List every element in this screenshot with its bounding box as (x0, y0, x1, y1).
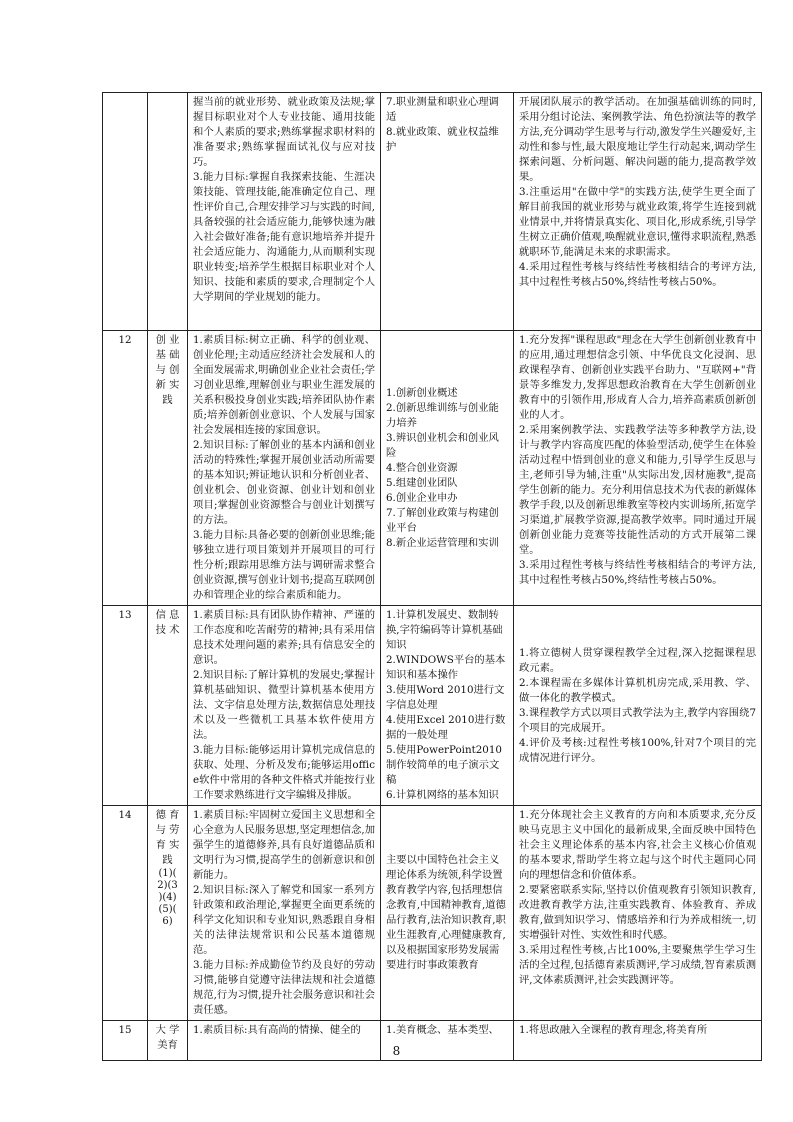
teaching-method (514, 93, 762, 331)
goal-item: 1.素质目标:具有高尚的情操、健全的 (193, 1024, 361, 1036)
method-item: 2.本课程需在多媒体计算机机房完成,采用教、学、做一体化的教学模式。 (519, 676, 756, 704)
method-item: 4.评价及考核:过程性考核100%,针对7个项目的完成情况进行评分。 (519, 736, 756, 764)
method-item: 3.采用过程性考核,占比100%,主要聚焦学生学习生活的全过程,包括德育素质测评,学习成绩,智育素质测评,文体素质测评,社会实践测评等。 (519, 944, 756, 986)
course-name-char: 创 (169, 364, 180, 376)
method-item: 1.充分体现社会主义教育的方向和本质要求,充分反映马克思主义中国化的最新成果,全面反映中国特色社会主义理论体系的基本内容,社会主义核心价值观的基本要求,帮助学生将立起与这个时代主题同心同向的理想信念和价值体系。 (519, 809, 756, 881)
method-item: 1.将立德树人贯穿课程教学全过程,深入挖掘课程思政元素。 (519, 646, 756, 674)
course-name-char: 信 (155, 609, 166, 621)
row-number (103, 93, 148, 331)
method-item: 3.课程教学方式以项目式教学法为主,教学内容围绕7个项目的完成展开。 (519, 706, 756, 734)
goal-item: 2.知识目标:了解创业的基本内涵和创业活动的特殊性;掌握开展创业活动所需要的基本知识;辨证地认识和分析创业者、创业机会、创业资源、创业计划和创业项目;掌握创业资源整合与创业计划撰写的方法。 (193, 439, 375, 526)
course-name-char: 大 (155, 1024, 166, 1036)
table-row (103, 331, 762, 606)
course-name-char: 新 (155, 379, 166, 391)
course-name-note: 6) (162, 916, 173, 927)
content-item: 3.使用Word 2010进行文字信息处理 (386, 684, 505, 711)
goal-item: 握当前的就业形势、就业政策及法规;掌握目标职业对个人专业技能、通用技能和个人素质的要求;熟练掌握求职材料的准备要求;熟练掌握面试礼仪与应对技巧。 (193, 96, 375, 168)
content-item: 7.了解创业政策与构建创业平台 (386, 506, 499, 534)
course-name-note: (1)( (158, 868, 177, 879)
goal-item: 2.知识目标:深入了解党和国家一系列方针政策和政治理论,掌握更全面更系统的科学文化知识和专业知识,熟悉跟自身相关的法律法规常识和公民基本道德规范。 (193, 884, 375, 956)
content-item: 8.新企业运营管理和实训 (386, 536, 499, 549)
course-name-char: 践 (162, 394, 173, 406)
course-name (148, 93, 188, 331)
course-content (381, 331, 514, 606)
course-name-char: 术 (169, 624, 180, 636)
course-name-char: 德 (155, 809, 166, 821)
course-name-char: 践 (162, 854, 173, 866)
row-number: 15 (103, 1021, 148, 1061)
course-name (148, 806, 188, 1021)
content-item: 4.整合创业资源 (386, 461, 458, 474)
content-item: 7.职业测量和职业心理调适 (386, 96, 499, 123)
course-name-char: 与 (155, 364, 166, 376)
method-item: 2.采用案例教学法、实践教学法等多种教学方法,设计与教学内容高度匹配的体验型活动,使学生在体验活动过程中悟到创业的意义和能力,引导学生反思与主,老师引导为辅,注重"从实际出发,因材施教",提高学生创新的能力。充分利用信息技术为代表的新媒体教学手段,以及创新思维教室等校内实训场所,拓宽学习渠道,扩展教学资源,提高教学效率。同时通过开展创新创业能力竞赛等技能性活动的方式开展第二课堂。 (519, 424, 756, 556)
course-name (148, 606, 188, 806)
goal-item: 2.知识目标:了解计算机的发展史;掌握计算机基础知识、微型计算机基本使用方法、文字信息处理方法,数据信息处理技术以及一些微机工具基本软件使用方法。 (193, 669, 375, 741)
course-name-char: 美 (157, 1039, 168, 1051)
goal-item: 3.能力目标:掌握自我探索技能、生涯决策技能、管理技能,能准确定位自己、理性评价自己,合理安排学习与实践的时间,具备较强的社会适应能力,能够快速为融入社会做好准备;能有意识地培养并提升社会适应能力、沟通能力,从而顺利实现职业转变;培养学生根据目标职业对个人知识、技能和素质的要求,合理制定个人大学期间的学业规划的能力。 (193, 171, 375, 303)
row-number: 13 (103, 606, 148, 806)
table-row (103, 806, 762, 1021)
method-item: 2.要紧密联系实际,坚持以价值观教育引领知识教育,改进教育教学方法,注重实践教育、体验教育、养成教育,做到知识学习、情感培养和行为养成相统一,切实增强针对性、实效性和时代感。 (519, 884, 756, 941)
course-name-char: 育 (169, 809, 180, 821)
content-item: 1.创新创业概述 (386, 386, 458, 399)
course-goals (188, 606, 381, 806)
course-name-char: 基 (155, 349, 166, 361)
course-goals (188, 806, 381, 1021)
course-content (381, 93, 514, 331)
goal-item: 3.能力目标:养成勤俭节约及良好的劳动习惯,能够自觉遵守法律法规和社会道德规范,行为习惯,提升社会服务意识和社会责任感。 (193, 959, 375, 1016)
course-name (148, 331, 188, 606)
course-content (381, 606, 514, 806)
goal-item: 1.素质目标:牢固树立爱国主义思想和全心全意为人民服务思想,坚定理想信念,加强学生的道德修养,具有良好道德品质和文明行为习惯,提高学生的创新意识和创新能力。 (193, 809, 375, 881)
method-item: 3.注重运用"在做中学"的实践方法,使学生更全面了解目前我国的就业形势与就业政策,将学生连接到就业情景中,并将情景真实化、项目化,形成系统,引导学生树立正确价值观,唤醒就业意识,懂得求职流程,熟悉就职环节,能满足未来的求职需求。 (519, 186, 756, 258)
course-name-char: 育 (155, 839, 166, 851)
method-item: 1.将思政融入全课程的教育理念,将美育所 (519, 1024, 708, 1036)
course-name-char: 技 (155, 624, 166, 636)
method-item: 4.采用过程性考核与终结性考核相结合的考评方法,其中过程性考核占50%,终结性考核占50%。 (519, 261, 756, 288)
course-name-char: 础 (169, 349, 180, 361)
method-item: 开展团队展示的教学活动。在加强基础训练的同时,采用分组讨论法、案例教学法、角色扮演法等的教学方法,充分调动学生思考与行动,激发学生兴趣爱好,主动性和参与性,最大限度地让学生行动起来,调动学生探索问题、分析问题、解决问题的能力,提高教学效果。 (519, 96, 756, 183)
content-item: 3.辨识创业机会和创业风险 (386, 431, 499, 459)
method-item: 3.采用过程性考核与终结性考核相结合的考评方法,其中过程性考核占50%,终结性考核占50%。 (519, 559, 756, 586)
course-name-note: 2)(3 (157, 880, 178, 891)
course-goals (188, 93, 381, 331)
course-name-char: 实 (169, 839, 180, 851)
course-name-char: 息 (169, 609, 180, 621)
course-content (381, 806, 514, 1021)
course-name-char: 学 (169, 1024, 180, 1036)
row-number: 12 (103, 331, 148, 606)
content-item: 5.使用PowerPoint2010制作较简单的电子演示文稿 (386, 744, 502, 786)
course-name-char: 实 (169, 379, 180, 391)
content-item: 1.美育概念、基本类型、 (386, 1024, 499, 1036)
course-name-char: 与 (155, 824, 166, 836)
content-item: 8.就业政策、就业权益维护 (386, 126, 499, 153)
content-item: 主要以中国特色社会主义理论体系为统领,科学设置教育教学内容,包括理想信念教育,中国精神教育,道德品行教育,法治知识教育,职业生涯教育,心理健康教育,以及根据国家形势发展需要进行时事政策教育 (386, 854, 506, 971)
teaching-method (514, 331, 762, 606)
course-name-note: (5)( (158, 904, 177, 915)
goal-item: 3.能力目标:能够运用计算机完成信息的获取、处理、分析及发布;能够运用office软件中常用的各种文件格式并能按行业工作要求熟练进行文字编辑及排版。 (193, 744, 375, 801)
goal-item: 1.素质目标:具有团队协作精神、严谨的工作态度和吃苦耐劳的精神;具有采用信息技术处理问题的素养;具有信息安全的意识。 (193, 609, 375, 666)
table-row (103, 93, 762, 331)
course-name-char: 创 (155, 334, 166, 346)
content-item: 6.创业企业申办 (386, 491, 458, 504)
method-item: 1.充分发挥"课程思政"理念在大学生创新创业教育中的应用,通过理想信念引领、中华优良文化浸润、思政课程孕育、创新创业实践平台助力、"互联网+"背景等多维发力,发挥思想政治教育在大学生创新创业教育中的引领作用,形成育人合力,培养高素质创新创业的人才。 (519, 334, 756, 421)
course-name-char: 育 (167, 1039, 178, 1051)
goal-item: 1.素质目标:树立正确、科学的创业观、创业伦理;主动适应经济社会发展和人的全面发展需求,明确创业企业社会责任;学习创业思维,理解创业与职业生涯发展的关系积极投身创业实践;培养团队协作素质;培养创新创业意识、个人发展与国家社会发展相连接的家国意识。 (193, 334, 375, 436)
page-number: 8 (392, 1044, 401, 1058)
row-number: 14 (103, 806, 148, 1021)
content-item: 5.组建创业团队 (386, 476, 458, 489)
course-name-char: 业 (169, 334, 180, 346)
content-item: 2.WINDOWS平台的基本知识和基本操作 (386, 654, 506, 681)
content-item: 1.计算机发展史、数制转换,字符编码等计算机基础知识 (386, 609, 503, 651)
table-row (103, 606, 762, 806)
content-item: 6.计算机网络的基本知识 (386, 789, 499, 801)
content-item: 4.使用Excel 2010进行数据的一般处理 (386, 714, 506, 741)
course-table (102, 92, 762, 1061)
teaching-method (514, 806, 762, 1021)
course-goals (188, 331, 381, 606)
content-item: 2.创新思维训练与创业能力培养 (386, 401, 499, 429)
goal-item: 3.能力目标:具备必要的创新创业思维;能够独立进行项目策划并开展项目的可行性分析;跟踪用思维方法与调研需求整合创业资源,撰写创业计划书;提高互联网创办和管理企业的综合素质和能力。 (193, 529, 375, 601)
course-name-note: )(4) (158, 892, 177, 903)
teaching-method (514, 606, 762, 806)
course-name-char: 劳 (169, 824, 180, 836)
